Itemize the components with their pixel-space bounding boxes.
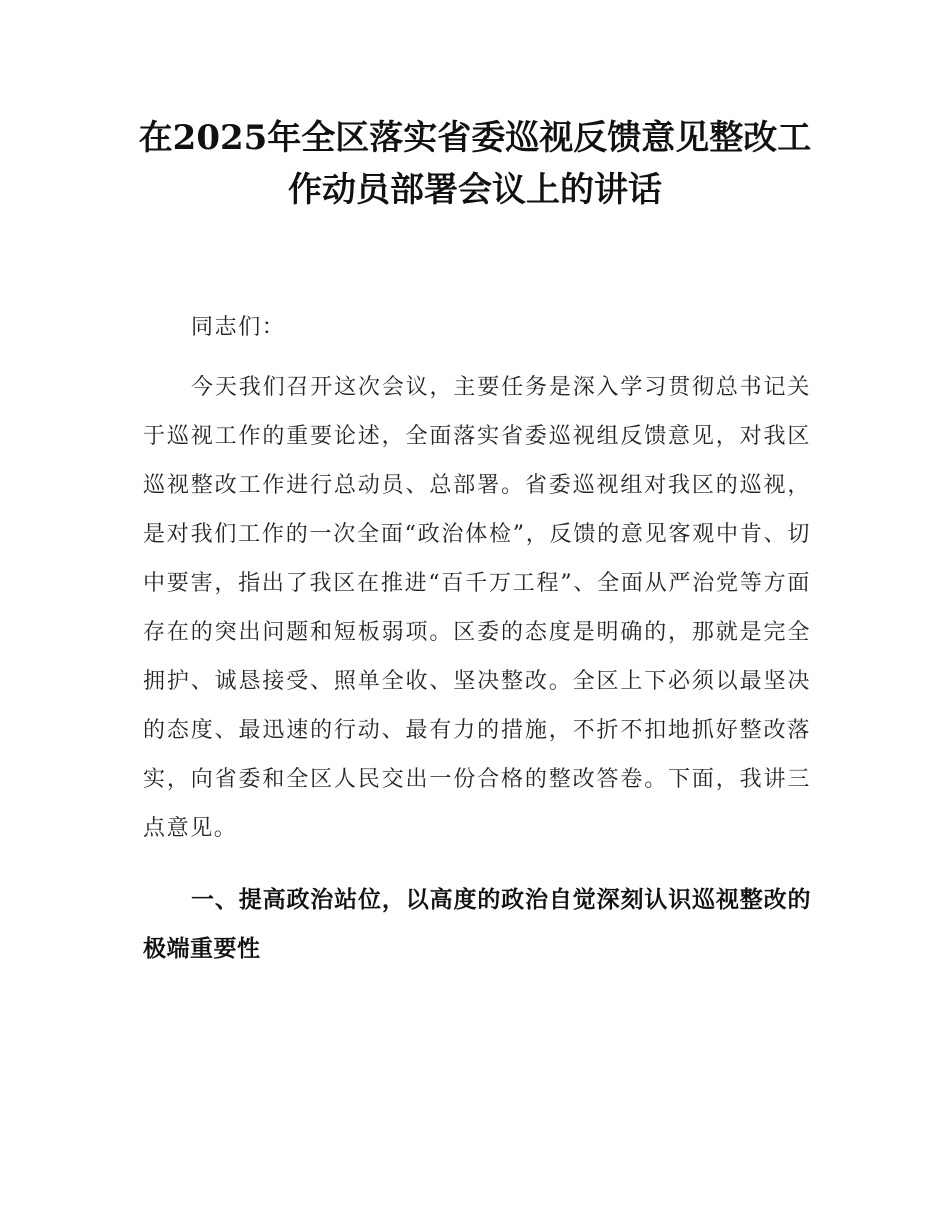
greeting: 同志们： — [191, 315, 286, 340]
body-paragraph: 今天我们召开这次会议，主要任务是深入学习贯彻总书记关于巡视工作的重要论述，全面落实省委巡视组反馈意见，对我区巡视整改工作进行总动员、总部署。省委巡视组对我区的巡视，是对我们工作的一次全面“政治体检”，反馈的意见客观中肯、切中要害，指出了我区在推进“百千万工程”、全面从严治党等方面存在的突出问题和短板弱项。区委的态度是明确的，那就是完全拥护、诚恳接受、照单全收、坚决整改。全区上下必须以最坚决的态度、最迅速的行动、最有力的措施，不折不扣地抓好整改落实，向省委和全区人民交出一份合格的整改答卷。下面，我讲三点意见。 — [143, 375, 811, 841]
document-title: 在2025年全区落实省委巡视反馈意见整改工作动员部署会议上的讲话 — [138, 118, 812, 210]
section-heading: 一、提高政治站位，以高度的政治自觉深刻认识巡视整改的极端重要性 — [143, 887, 811, 962]
